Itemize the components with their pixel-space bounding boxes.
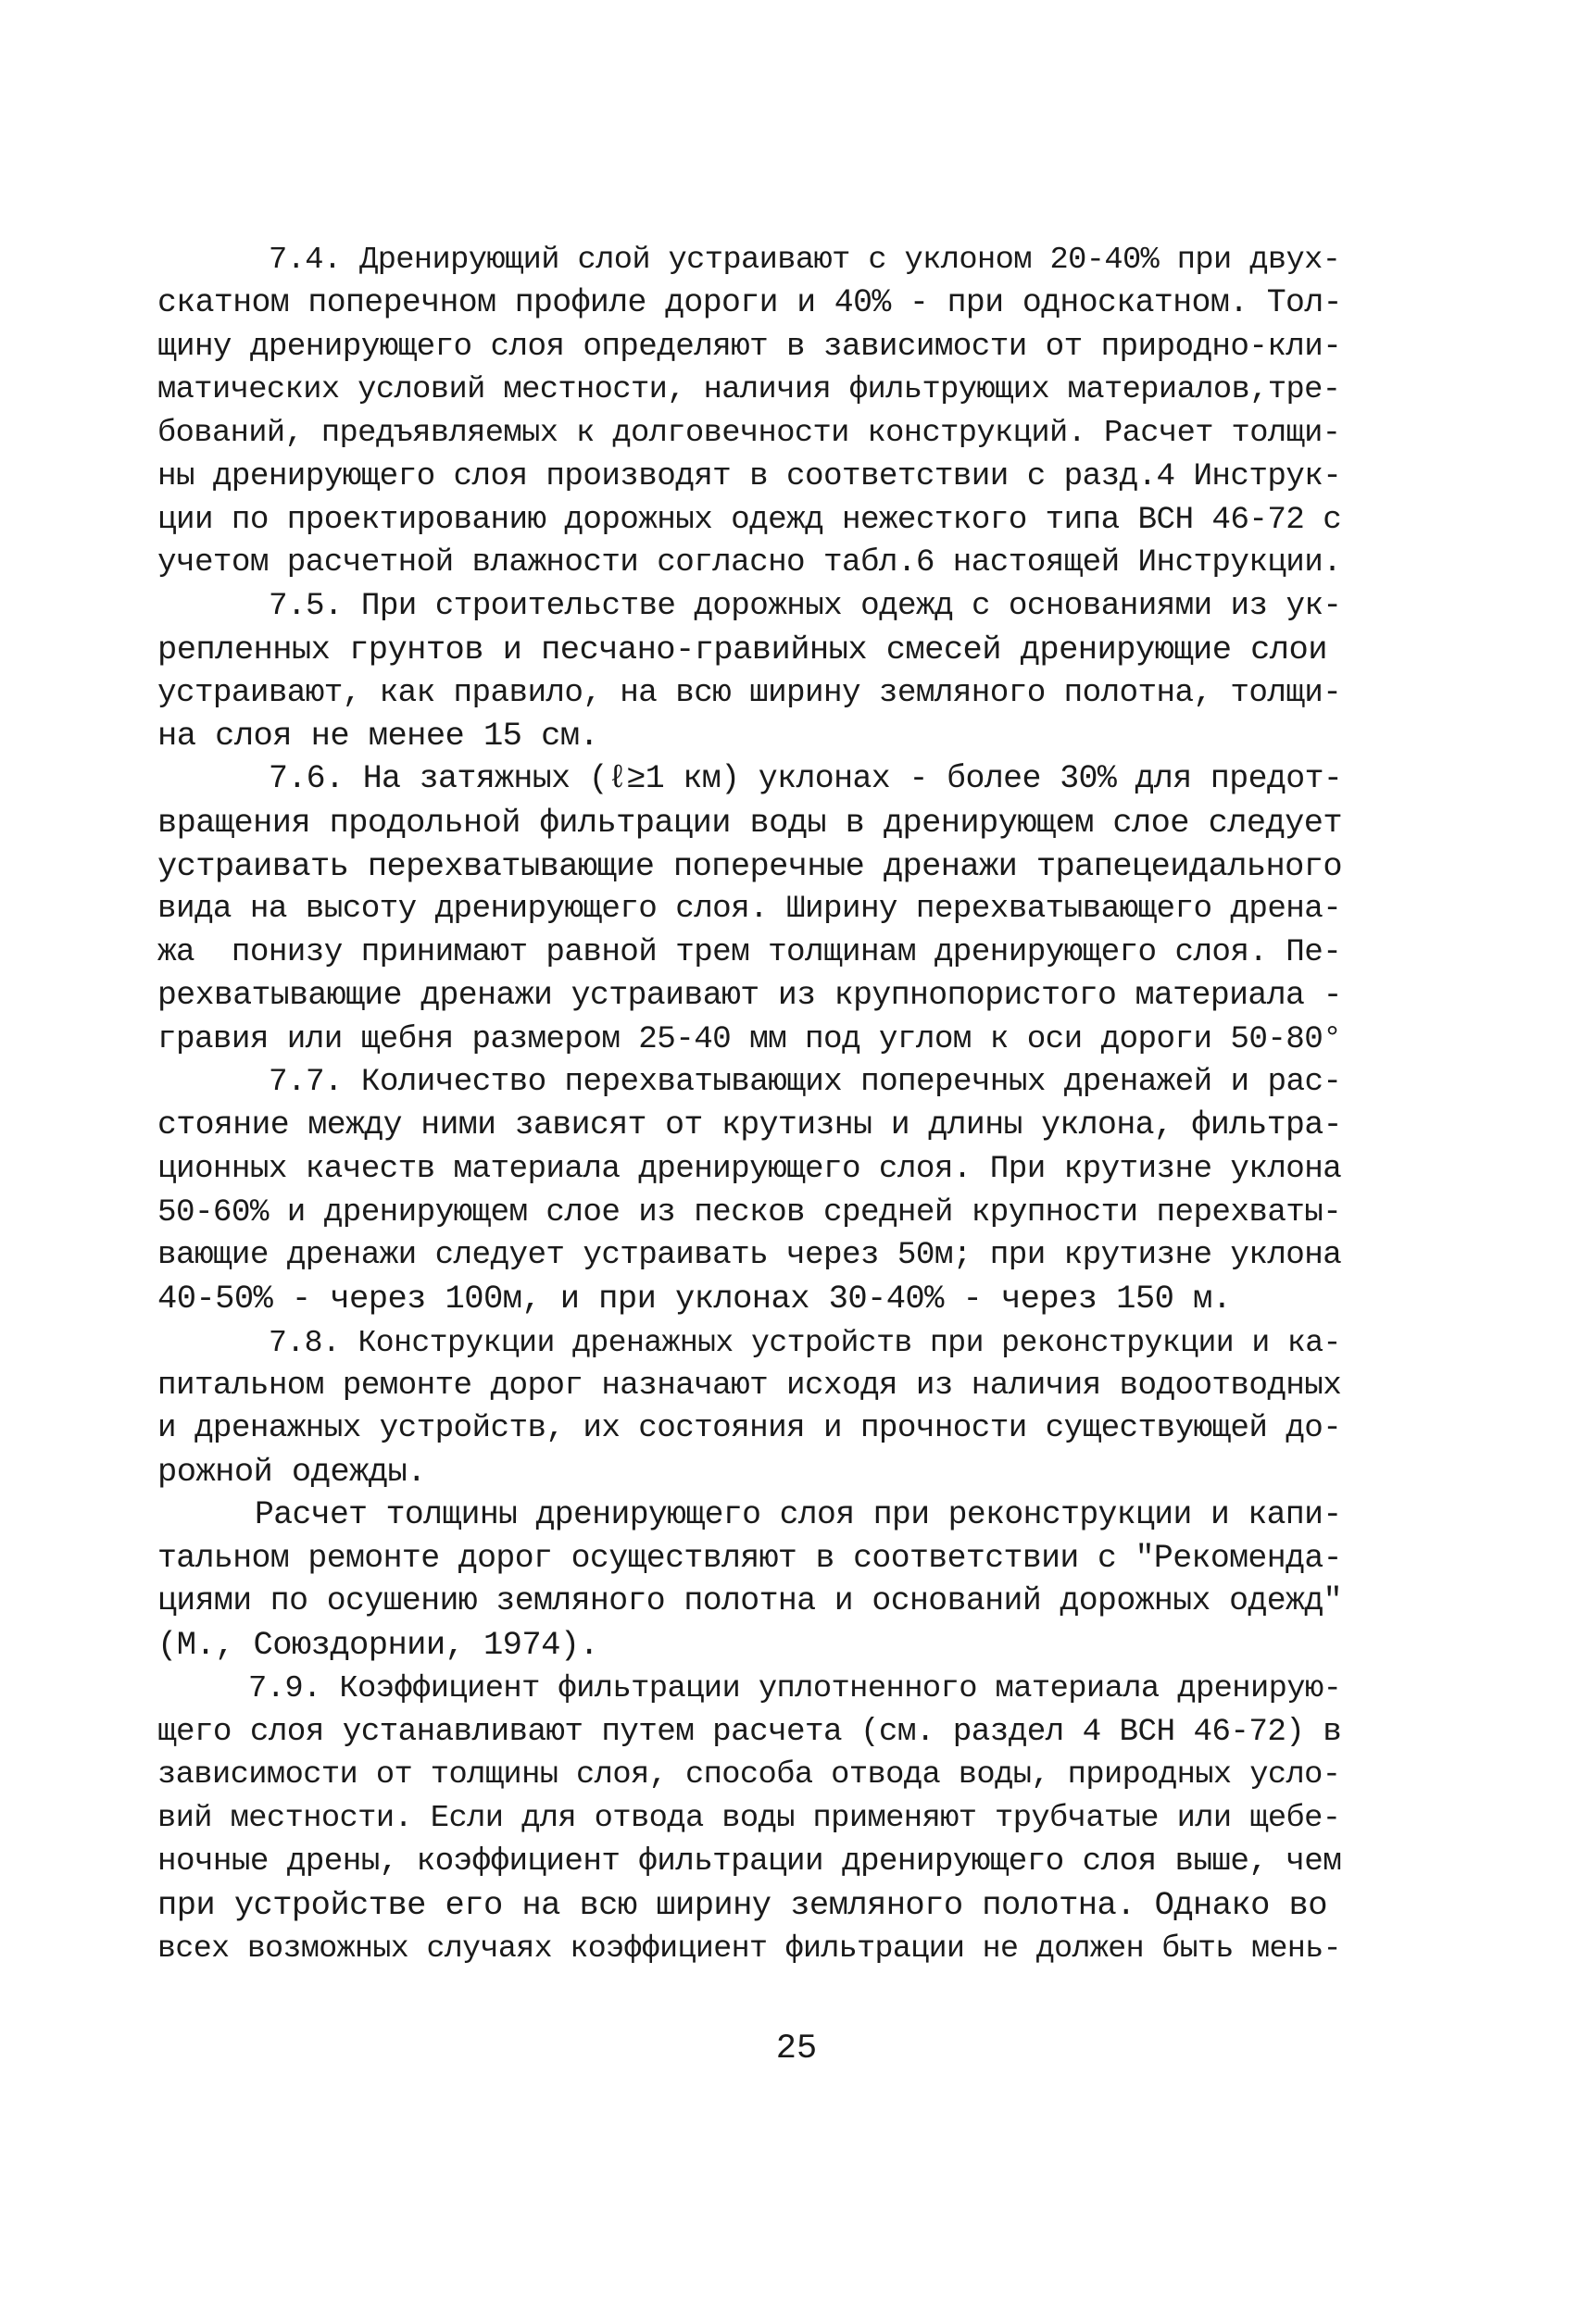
text-line: ны дренирующего слоя производят в соответствии с разд.4 Инструк- bbox=[157, 458, 1342, 494]
text-line: 7.7. Количество перехватывающих поперечных дренажей и рас- bbox=[269, 1064, 1342, 1100]
text-line: 40-50% - через 100м, и при уклонах 30-40% - через 150 м. bbox=[157, 1280, 1232, 1318]
text-line: устраивать перехватывающие поперечные дренажи трапецеидального bbox=[157, 848, 1342, 885]
text-line: бований, предъявляемых к долговечности конструкций. Расчет толщи- bbox=[157, 416, 1341, 451]
text-line: ционных качеств материала дренирующего слоя. При крутизне уклона bbox=[157, 1151, 1342, 1187]
text-line: скатном поперечном профиле дороги и 40% - при односкатном. Тол- bbox=[157, 285, 1342, 321]
text-line: вий местности. Если для отвода воды применяют трубчатые или щебе- bbox=[157, 1801, 1341, 1836]
text-line: 7.6. На затяжных (ℓ≥1 км) уклонах - более 30% для предот- bbox=[269, 761, 1343, 797]
text-line: 7.4. Дренирующий слой устраивают с уклоном 20-40% при двух- bbox=[269, 243, 1341, 278]
text-line: учетом расчетной влажности согласно табл.6 настоящей Инструкции. bbox=[157, 544, 1342, 581]
text-line: на слоя не менее 15 см. bbox=[157, 717, 599, 755]
text-line: устраивают, как правило, на всю ширину земляного полотна, толщи- bbox=[157, 675, 1342, 711]
text-line: при устройстве его на всю ширину земляного полотна. Однако во bbox=[157, 1886, 1327, 1924]
text-line: Расчет толщины дренирующего слоя при реконструкции и капи- bbox=[255, 1497, 1342, 1533]
text-line: зависимости от толщины слоя, способа отвода воды, природных усло- bbox=[157, 1757, 1341, 1793]
text-line: ции по проектированию дорожных одежд нежесткого типа ВСН 46-72 с bbox=[157, 502, 1342, 538]
text-line: циями по осушению земляного полотна и оснований дорожных одежд" bbox=[157, 1583, 1342, 1619]
text-line: и дренажных устройств, их состояния и прочности существующей до- bbox=[157, 1410, 1342, 1446]
text-line: 7.5. При строительстве дорожных одежд с основаниями из ук- bbox=[269, 588, 1342, 624]
text-line: ночные дрены, коэффициент фильтрации дренирующего слоя выше, чем bbox=[157, 1843, 1342, 1880]
text-line: матических условий местности, наличия фильтрующих материалов,тре- bbox=[157, 372, 1341, 407]
text-line: тальном ремонте дорог осуществляют в соответствии с "Рекоменда- bbox=[157, 1541, 1342, 1577]
text-line: вида на высоту дренирующего слоя. Ширину перехватывающего дрена- bbox=[157, 891, 1342, 927]
text-line: гравия или щебня размером 25-40 мм под углом к оси дороги 50-80° bbox=[157, 1021, 1342, 1057]
text-line: вращения продольной фильтрации воды в дренирующем слое следует bbox=[157, 805, 1342, 842]
text-line: рехватывающие дренажи устраивают из крупнопористого материала - bbox=[157, 978, 1342, 1014]
text-line: питальном ремонте дорог назначают исходя из наличия водоотводных bbox=[157, 1368, 1342, 1404]
text-line: всех возможных случаях коэффициент фильтрации не должен быть мень- bbox=[157, 1930, 1341, 1966]
text-line: щего слоя устанавливают путем расчета (см. раздел 4 ВСН 46-72) в bbox=[157, 1714, 1342, 1750]
text-line: 7.8. Конструкции дренажных устройств при реконструкции и ка- bbox=[269, 1325, 1341, 1360]
text-line: 7.9. Коэффициент фильтрации уплотненного материала дренирую- bbox=[248, 1671, 1342, 1706]
text-line: рожной одежды. bbox=[157, 1453, 426, 1491]
text-line: стояние между ними зависят от крутизны и длины уклона, фильтра- bbox=[157, 1107, 1342, 1143]
text-line: (М., Союздорнии, 1974). bbox=[157, 1626, 599, 1664]
text-line: вающие дренажи следует устраивать через 50м; при крутизне уклона bbox=[157, 1237, 1342, 1273]
page-number: 25 bbox=[775, 2030, 818, 2068]
text-line: репленных грунтов и песчано-гравийных смесей дренирующие слои bbox=[157, 631, 1327, 668]
text-line: щину дренирующего слоя определяют в зависимости от природно-кли- bbox=[157, 329, 1342, 365]
text-line: жа понизу принимают равной трем толщинам дренирующего слоя. Пе- bbox=[157, 934, 1342, 970]
text-line: 50-60% и дренирующем слое из песков средней крупности перехваты- bbox=[157, 1194, 1342, 1231]
